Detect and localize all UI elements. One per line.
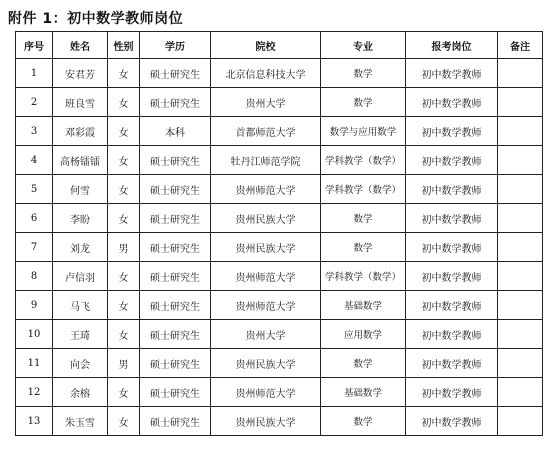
table-row: [16, 291, 543, 320]
cell-school: 贵州师范大学: [211, 262, 321, 291]
cell-name: 余榕: [53, 378, 108, 407]
cell-position: 初中数学教师: [406, 146, 498, 175]
cell-school: 贵州民族大学: [211, 233, 321, 262]
header-name: 姓名: [53, 32, 108, 59]
cell-remarks: [498, 88, 543, 117]
cell-remarks: [498, 291, 543, 320]
cell-school: 贵州民族大学: [211, 407, 321, 436]
table-row: [16, 59, 543, 88]
cell-remarks: [498, 204, 543, 233]
cell-name: 刘龙: [53, 233, 108, 262]
cell-name: 朱玉雪: [53, 407, 108, 436]
table-row: [16, 378, 543, 407]
cell-name: 王琦: [53, 320, 108, 349]
cell-name: 李盼: [53, 204, 108, 233]
cell-position: 初中数学教师: [406, 407, 498, 436]
cell-major: 应用数学: [321, 320, 406, 349]
cell-education: 硕士研究生: [140, 175, 211, 204]
cell-position: 初中数学教师: [406, 117, 498, 146]
cell-gender: 女: [108, 291, 140, 320]
cell-position: 初中数学教师: [406, 59, 498, 88]
cell-index: 1: [16, 59, 53, 88]
cell-education: 硕士研究生: [140, 146, 211, 175]
cell-education: 硕士研究生: [140, 320, 211, 349]
cell-major: 数学与应用数学: [321, 117, 406, 146]
cell-name: 马飞: [53, 291, 108, 320]
cell-major: 数学: [321, 59, 406, 88]
table-row: [16, 175, 543, 204]
cell-remarks: [498, 59, 543, 88]
cell-school: 贵州大学: [211, 320, 321, 349]
cell-gender: 女: [108, 320, 140, 349]
cell-major: 基础数学: [321, 291, 406, 320]
header-remarks: 备注: [498, 32, 543, 59]
header-position: 报考岗位: [406, 32, 498, 59]
cell-remarks: [498, 117, 543, 146]
cell-education: 硕士研究生: [140, 349, 211, 378]
cell-position: 初中数学教师: [406, 88, 498, 117]
cell-major: 数学: [321, 349, 406, 378]
cell-education: 硕士研究生: [140, 88, 211, 117]
table-row: [16, 320, 543, 349]
cell-index: 12: [16, 378, 53, 407]
cell-index: 11: [16, 349, 53, 378]
cell-education: 硕士研究生: [140, 262, 211, 291]
cell-gender: 女: [108, 378, 140, 407]
cell-remarks: [498, 378, 543, 407]
cell-gender: 女: [108, 175, 140, 204]
candidate-table: [15, 31, 543, 436]
cell-position: 初中数学教师: [406, 349, 498, 378]
cell-position: 初中数学教师: [406, 233, 498, 262]
cell-remarks: [498, 262, 543, 291]
cell-school: 贵州师范大学: [211, 175, 321, 204]
cell-school: 贵州民族大学: [211, 204, 321, 233]
cell-major: 数学: [321, 233, 406, 262]
cell-major: 基础数学: [321, 378, 406, 407]
header-education: 学历: [140, 32, 211, 59]
cell-index: 4: [16, 146, 53, 175]
cell-school: 贵州师范大学: [211, 378, 321, 407]
table-row: [16, 88, 543, 117]
cell-gender: 女: [108, 88, 140, 117]
cell-index: 5: [16, 175, 53, 204]
document-title: 附件 1：初中数学教师岗位: [8, 11, 184, 27]
header-school: 院校: [211, 32, 321, 59]
cell-education: 硕士研究生: [140, 291, 211, 320]
cell-position: 初中数学教师: [406, 378, 498, 407]
cell-name: 何雪: [53, 175, 108, 204]
header-major: 专业: [321, 32, 406, 59]
cell-major: 数学: [321, 407, 406, 436]
cell-index: 3: [16, 117, 53, 146]
cell-index: 2: [16, 88, 53, 117]
cell-education: 硕士研究生: [140, 204, 211, 233]
table-row: [16, 146, 543, 175]
cell-major: 数学: [321, 204, 406, 233]
cell-index: 8: [16, 262, 53, 291]
cell-school: 首都师范大学: [211, 117, 321, 146]
table-row: [16, 349, 543, 378]
cell-education: 本科: [140, 117, 211, 146]
cell-name: 安君芳: [53, 59, 108, 88]
table-row: [16, 117, 543, 146]
cell-index: 9: [16, 291, 53, 320]
cell-education: 硕士研究生: [140, 59, 211, 88]
cell-gender: 女: [108, 407, 140, 436]
table-header-row: [16, 32, 543, 59]
cell-gender: 男: [108, 349, 140, 378]
cell-major: 数学: [321, 88, 406, 117]
cell-name: 向会: [53, 349, 108, 378]
cell-index: 13: [16, 407, 53, 436]
cell-remarks: [498, 349, 543, 378]
cell-index: 7: [16, 233, 53, 262]
cell-gender: 女: [108, 117, 140, 146]
table-row: [16, 262, 543, 291]
table-row: [16, 233, 543, 262]
cell-position: 初中数学教师: [406, 204, 498, 233]
cell-school: 贵州大学: [211, 88, 321, 117]
cell-education: 硕士研究生: [140, 233, 211, 262]
table-body: [16, 59, 543, 436]
cell-remarks: [498, 407, 543, 436]
cell-gender: 男: [108, 233, 140, 262]
header-index: 序号: [16, 32, 53, 59]
table-row: [16, 407, 543, 436]
cell-name: 卢信羽: [53, 262, 108, 291]
cell-name: 邓彩霞: [53, 117, 108, 146]
cell-gender: 女: [108, 262, 140, 291]
cell-gender: 女: [108, 59, 140, 88]
cell-position: 初中数学教师: [406, 320, 498, 349]
table-row: [16, 204, 543, 233]
cell-major: 学科教学（数学）: [321, 146, 406, 175]
cell-position: 初中数学教师: [406, 175, 498, 204]
cell-remarks: [498, 146, 543, 175]
cell-remarks: [498, 320, 543, 349]
cell-gender: 女: [108, 146, 140, 175]
cell-school: 北京信息科技大学: [211, 59, 321, 88]
cell-name: 班良雪: [53, 88, 108, 117]
cell-gender: 女: [108, 204, 140, 233]
cell-position: 初中数学教师: [406, 262, 498, 291]
cell-school: 贵州师范大学: [211, 291, 321, 320]
cell-position: 初中数学教师: [406, 291, 498, 320]
cell-name: 高杨镭镭: [53, 146, 108, 175]
cell-school: 贵州民族大学: [211, 349, 321, 378]
cell-major: 学科教学（数学）: [321, 262, 406, 291]
cell-remarks: [498, 233, 543, 262]
cell-education: 硕士研究生: [140, 378, 211, 407]
header-gender: 性别: [108, 32, 140, 59]
cell-major: 学科教学（数学）: [321, 175, 406, 204]
cell-remarks: [498, 175, 543, 204]
cell-index: 10: [16, 320, 53, 349]
cell-index: 6: [16, 204, 53, 233]
cell-education: 硕士研究生: [140, 407, 211, 436]
cell-school: 牡丹江师范学院: [211, 146, 321, 175]
